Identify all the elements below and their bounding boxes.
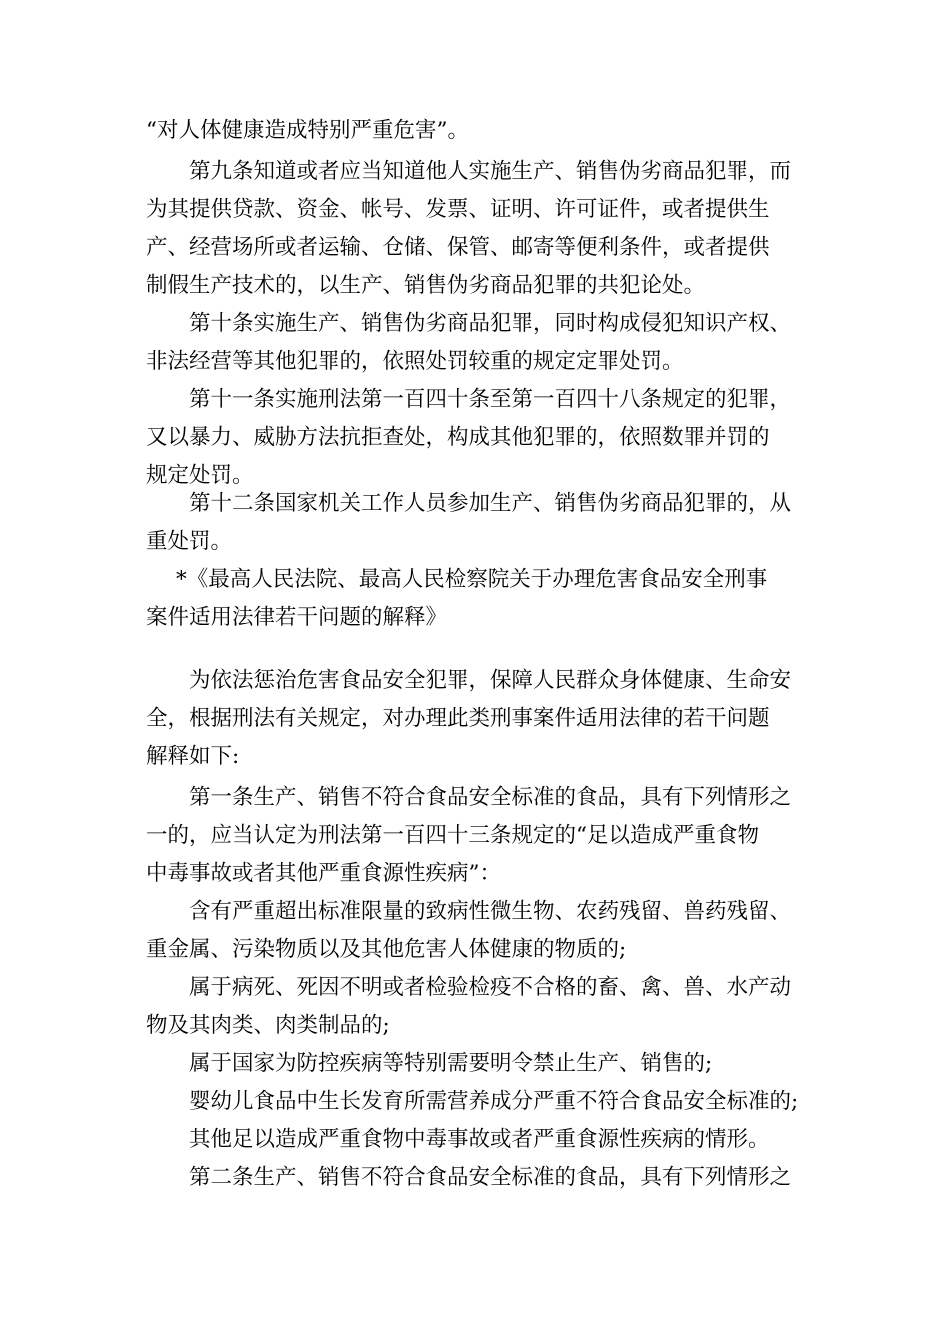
text-line: 产、经营场所或者运输、仓储、保管、邮寄等便利条件，或者提供 <box>146 235 770 260</box>
paragraph-document-title <box>146 561 816 637</box>
paragraph-quote-end <box>146 112 816 150</box>
text-line: 其他足以造成严重食物中毒事故或者严重食源性疾病的情形。 <box>189 1127 770 1152</box>
text-line: 一的，应当认定为刑法第一百四十三条规定的“足以造成严重食物 <box>146 823 759 848</box>
text-line: 婴幼儿食品中生长发育所需营养成分严重不符合食品安全标准的; <box>189 1089 799 1114</box>
paragraph-article-10 <box>146 305 816 381</box>
text-line: 第九条知道或者应当知道他人实施生产、销售伪劣商品犯罪，而 <box>189 159 792 184</box>
paragraph-article-11 <box>146 381 816 495</box>
text-line: 属于病死、死因不明或者检验检疫不合格的畜、禽、兽、水产动 <box>189 975 792 1000</box>
text-line: 中毒事故或者其他严重食源性疾病”： <box>146 861 501 886</box>
text-line: 物及其肉类、肉类制品的; <box>146 1013 390 1038</box>
text-line: 全，根据刑法有关规定，对办理此类刑事案件适用法律的若干问题 <box>146 706 770 731</box>
text-line: 重金属、污染物质以及其他危害人体健康的物质的; <box>146 937 627 962</box>
text-line: 为其提供贷款、资金、帐号、发票、证明、许可证件，或者提供生 <box>146 197 770 222</box>
text-line: 解释如下: <box>146 744 240 769</box>
paragraph-item-3 <box>146 1045 816 1083</box>
paragraph-article-1 <box>146 779 816 893</box>
paragraph-item-2 <box>146 969 816 1045</box>
paragraph-article-2 <box>146 1159 816 1197</box>
paragraph-article-9 <box>146 153 816 305</box>
text-line: 第十二条国家机关工作人员参加生产、销售伪劣商品犯罪的，从 <box>189 491 792 516</box>
text-line: 第十条实施生产、销售伪劣商品犯罪，同时构成侵犯知识产权、 <box>189 311 792 336</box>
text-line: 制假生产技术的，以生产、销售伪劣商品犯罪的共犯论处。 <box>146 273 706 298</box>
paragraph-item-1 <box>146 893 816 969</box>
text-line: 属于国家为防控疾病等特别需要明令禁止生产、销售的; <box>189 1051 713 1076</box>
text-line: 第十一条实施刑法第一百四十条至第一百四十八条规定的犯罪， <box>189 387 792 412</box>
paragraph-item-5 <box>146 1121 816 1159</box>
text-line: 重处罚。 <box>146 529 233 554</box>
text-line: 又以暴力、威胁方法抗拒查处，构成其他犯罪的，依照数罪并罚的 <box>146 425 770 450</box>
text-line: 为依法惩治危害食品安全犯罪，保障人民群众身体健康、生命安 <box>189 668 792 693</box>
text-line: 第二条生产、销售不符合食品安全标准的食品，具有下列情形之 <box>189 1165 792 1190</box>
paragraph-item-4 <box>146 1083 816 1121</box>
text-line: *《最高人民法院、最高人民检察院关于办理危害食品安全刑事 <box>176 567 768 592</box>
text-line: 规定处罚。 <box>146 463 254 488</box>
text-line: 含有严重超出标准限量的致病性微生物、农药残留、兽药残留、 <box>189 899 792 924</box>
text-line: 非法经营等其他犯罪的，依照处罚较重的规定定罪处罚。 <box>146 349 684 374</box>
paragraph-article-12 <box>146 485 816 561</box>
paragraph-preamble <box>146 662 816 776</box>
text-line: 案件适用法律若干问题的解释》 <box>146 605 448 630</box>
text-line: “对人体健康造成特别严重危害”。 <box>146 118 469 143</box>
text-line: 第一条生产、销售不符合食品安全标准的食品，具有下列情形之 <box>189 785 792 810</box>
